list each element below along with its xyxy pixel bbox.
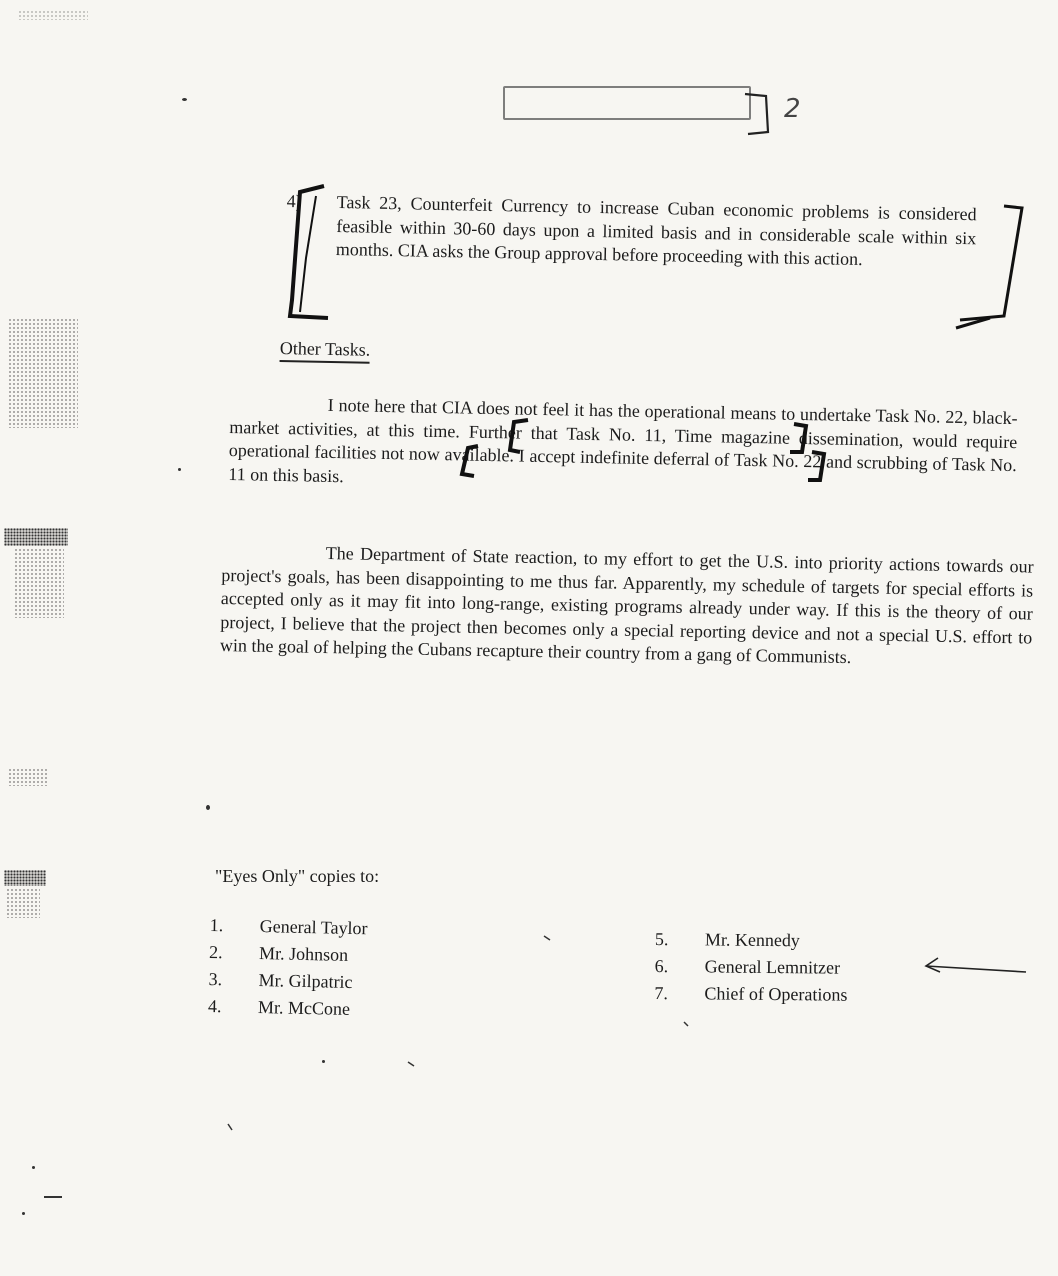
copies-list-right	[654, 926, 848, 1009]
list-item	[655, 926, 848, 955]
list-item-number: 1.	[209, 914, 224, 936]
stray-mark	[544, 936, 550, 940]
item4-right-tick	[956, 318, 990, 328]
list-item-name: General Taylor	[259, 916, 368, 939]
state-department-paragraph: The Department of State reaction, to my effort to get the U.S. into priority actions towards our project's goals, has been disappointing to me thus far. Apparently, my schedule of targets for special efforts is accepted only as it may fit into long-range, existing programs already under way. If this is the theory of our project, I believe that the project then becomes only a special reporting device and not a special U.S. effort to win the goal of helping the Cubans recapture their country from a gang of Communists.	[219, 542, 1034, 668]
scan-noise-left-5	[4, 870, 46, 886]
list-item-number: 3.	[208, 968, 223, 990]
stray-mark	[228, 1124, 232, 1130]
scan-noise-left-1	[8, 318, 78, 428]
list-item-name: Mr. McCone	[257, 997, 351, 1019]
list-item-number: 7.	[654, 982, 669, 1004]
item-text: Task 23, Counterfeit Currency to increase Cuban economic problems is considered feasible within 30-60 days upon a limited basis and in considerable scale within six months. CIA asks the Group approval before proceeding with this action.	[335, 191, 977, 270]
speck	[206, 805, 210, 810]
scan-noise-left-2	[4, 528, 68, 546]
list-item-name: Mr. Johnson	[258, 943, 349, 965]
list-item-number: 4.	[207, 995, 222, 1017]
list-item	[654, 980, 847, 1009]
scan-noise-top-left	[18, 10, 88, 20]
classification-stamp	[503, 86, 751, 120]
scan-noise-left-6	[6, 888, 40, 918]
stray-mark	[408, 1062, 414, 1066]
list-item-name: Chief of Operations	[704, 983, 848, 1005]
list-item	[655, 953, 848, 982]
task-23-item	[286, 190, 987, 274]
speck	[22, 1212, 25, 1215]
speck	[322, 1060, 325, 1063]
list-item-name: General Lemnitzer	[704, 956, 841, 978]
list-item	[208, 993, 366, 1023]
stray-mark	[684, 1022, 688, 1026]
item-number: 4)	[286, 190, 302, 212]
list-item	[209, 912, 367, 942]
copies-list-left	[208, 912, 368, 1023]
speck	[182, 98, 187, 101]
copies-heading: "Eyes Only" copies to:	[215, 866, 380, 886]
list-item	[209, 939, 367, 969]
arrow-mark	[926, 966, 1026, 972]
list-item	[208, 966, 366, 996]
speck	[178, 468, 181, 471]
list-item-name: Mr. Gilpatric	[258, 970, 353, 992]
speck	[32, 1166, 35, 1169]
page-number: 2	[784, 94, 801, 124]
speck	[44, 1196, 62, 1198]
scan-noise-left-4	[8, 768, 48, 786]
list-item-number: 2.	[208, 941, 223, 963]
list-item-number: 5.	[654, 928, 669, 950]
scan-noise-left-3	[14, 548, 64, 618]
other-tasks-paragraph: I note here that CIA does not feel it has the operational means to undertake Task No. 22, black-market activities, at this time. Further that Task No. 11, Time magazine dissemination, would require operational facilities not now available. I accept indefinite deferral of Task No. 22 and scrubbing of Task No. 11 on this basis.	[228, 394, 1018, 486]
arrow-head	[926, 958, 940, 972]
list-item-number: 6.	[654, 955, 669, 977]
list-item-name: Mr. Kennedy	[704, 929, 800, 951]
section-heading-other-tasks: Other Tasks.	[280, 338, 371, 364]
